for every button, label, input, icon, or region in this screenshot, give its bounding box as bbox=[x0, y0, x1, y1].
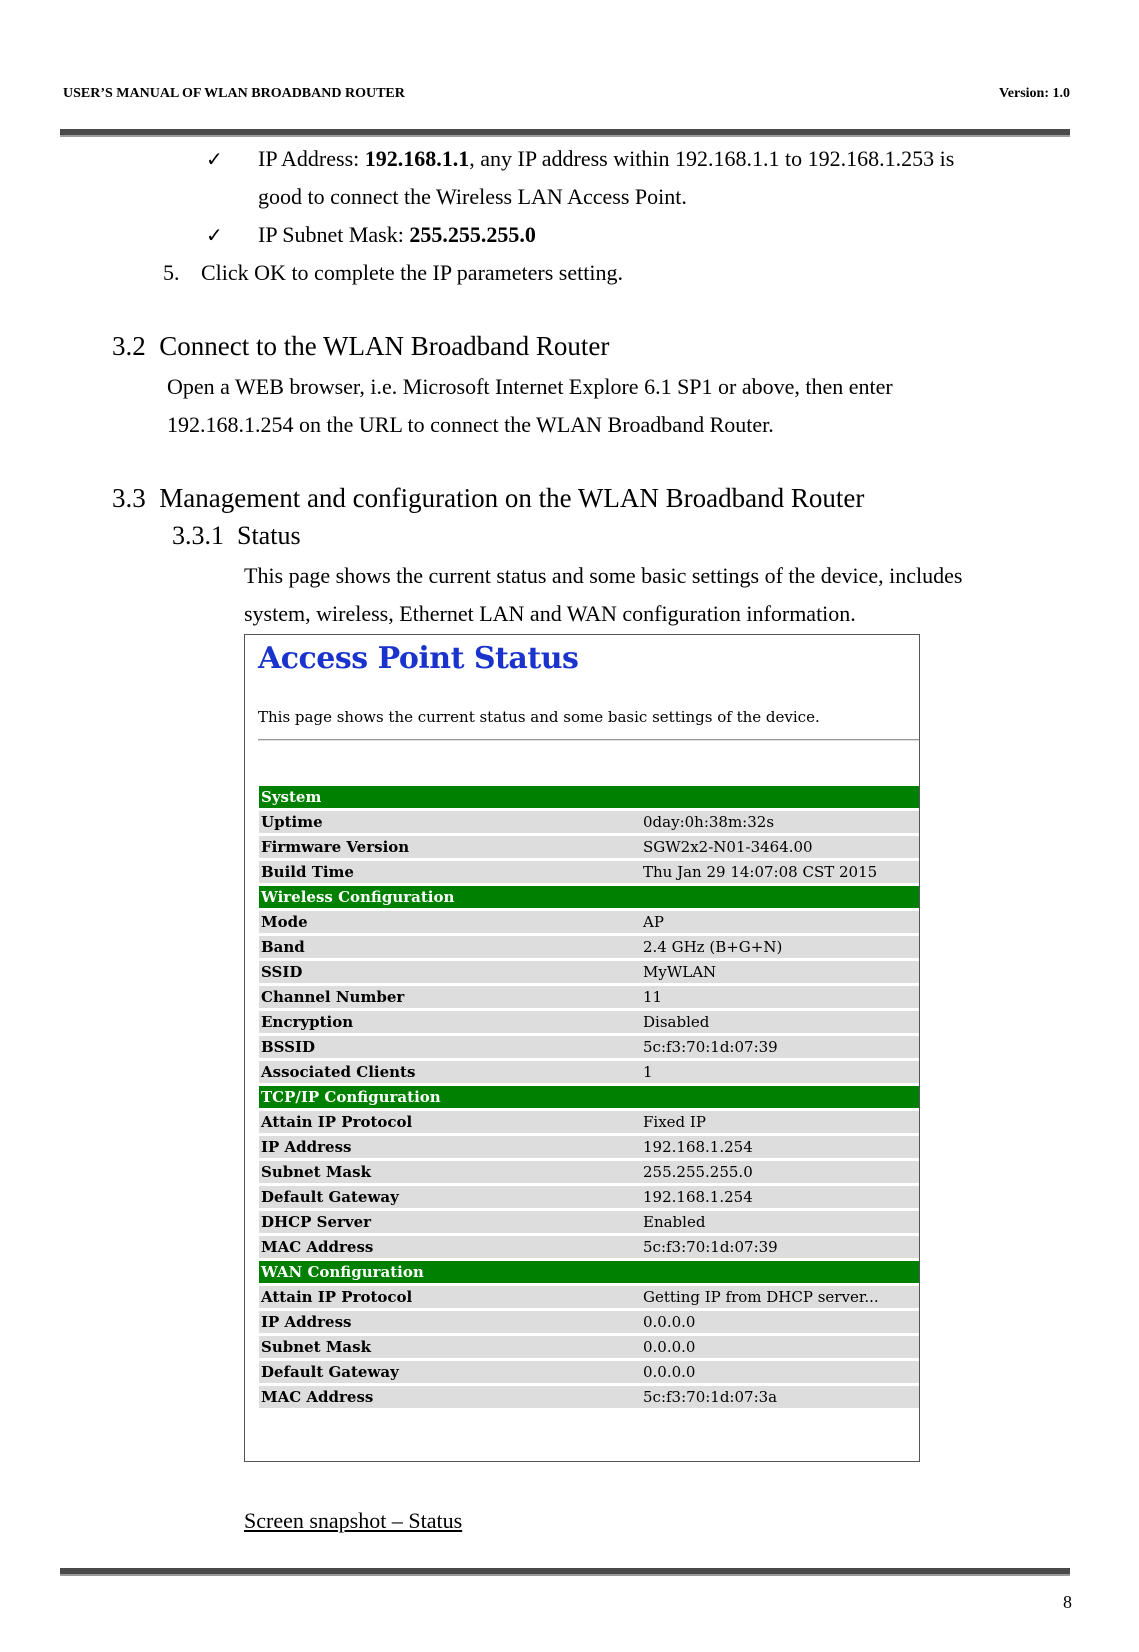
table-row bbox=[259, 986, 919, 1008]
row-value: 5c:f3:70:1d:07:39 bbox=[641, 1236, 919, 1258]
table-row bbox=[259, 1311, 919, 1333]
row-label: MAC Address bbox=[259, 1236, 641, 1258]
row-value: 0.0.0.0 bbox=[641, 1336, 919, 1358]
table-row bbox=[259, 1061, 919, 1083]
section-header-row bbox=[259, 1086, 919, 1108]
section-3-2-line1: Open a WEB browser, i.e. Microsoft Internet Explore 6.1 SP1 or above, then enter bbox=[167, 374, 893, 399]
row-label: DHCP Server bbox=[259, 1211, 641, 1233]
row-value: Enabled bbox=[641, 1211, 919, 1233]
subnet-mask-bullet bbox=[258, 216, 536, 254]
row-label: MAC Address bbox=[259, 1386, 641, 1408]
header-rule bbox=[60, 129, 1070, 137]
row-value: MyWLAN bbox=[641, 961, 919, 983]
screenshot-title: Access Point Status bbox=[258, 641, 579, 676]
manual-title: USER’S MANUAL OF WLAN BROADBAND ROUTER bbox=[63, 86, 405, 101]
bullet-bold: 192.168.1.1 bbox=[364, 146, 470, 171]
table-row bbox=[259, 1011, 919, 1033]
bullet-prefix: IP Address: bbox=[258, 146, 365, 171]
row-value: 192.168.1.254 bbox=[641, 1186, 919, 1208]
row-label: Default Gateway bbox=[259, 1361, 641, 1383]
row-value: Disabled bbox=[641, 1011, 919, 1033]
row-value: Getting IP from DHCP server... bbox=[641, 1286, 919, 1308]
row-label: BSSID bbox=[259, 1036, 641, 1058]
table-row bbox=[259, 1036, 919, 1058]
subsection-heading-3-3-1: 3.3.1 Status bbox=[172, 521, 301, 550]
section-3-3-line2: system, wireless, Ethernet LAN and WAN configuration information. bbox=[244, 601, 856, 626]
row-label: Associated Clients bbox=[259, 1061, 641, 1083]
table-row bbox=[259, 1136, 919, 1158]
table-row bbox=[259, 1236, 919, 1258]
row-value: 11 bbox=[641, 986, 919, 1008]
footer-rule bbox=[60, 1568, 1070, 1576]
status-screenshot bbox=[244, 634, 920, 1462]
version-label: Version: 1.0 bbox=[998, 86, 1070, 101]
row-label: IP Address bbox=[259, 1136, 641, 1158]
section-3-2-line2: 192.168.1.254 on the URL to connect the WLAN Broadband Router. bbox=[167, 412, 774, 437]
table-row bbox=[259, 836, 919, 858]
checkmark-icon: ✓ bbox=[206, 149, 223, 171]
screenshot-divider bbox=[258, 739, 919, 741]
section-heading-3-2: 3.2 Connect to the WLAN Broadband Router bbox=[112, 331, 610, 361]
row-label: Attain IP Protocol bbox=[259, 1286, 641, 1308]
checkmark-icon: ✓ bbox=[206, 225, 223, 247]
row-value: 255.255.255.0 bbox=[641, 1161, 919, 1183]
section-header: System bbox=[259, 786, 919, 808]
table-row bbox=[259, 811, 919, 833]
section-3-3-line1: This page shows the current status and some basic settings of the device, includes bbox=[244, 563, 963, 588]
table-row bbox=[259, 1111, 919, 1133]
section-header-row bbox=[259, 1261, 919, 1283]
page-number: 8 bbox=[1063, 1592, 1072, 1612]
row-value: 0.0.0.0 bbox=[641, 1361, 919, 1383]
table-row bbox=[259, 936, 919, 958]
row-label: Attain IP Protocol bbox=[259, 1111, 641, 1133]
row-label: Channel Number bbox=[259, 986, 641, 1008]
row-label: Mode bbox=[259, 911, 641, 933]
row-label: IP Address bbox=[259, 1311, 641, 1333]
bullet-prefix: IP Subnet Mask: bbox=[258, 222, 410, 247]
row-value: 5c:f3:70:1d:07:3a bbox=[641, 1386, 919, 1408]
ip-address-bullet bbox=[258, 140, 954, 178]
row-value: 5c:f3:70:1d:07:39 bbox=[641, 1036, 919, 1058]
table-row bbox=[259, 1336, 919, 1358]
row-value: 192.168.1.254 bbox=[641, 1136, 919, 1158]
table-row bbox=[259, 961, 919, 983]
row-label: Encryption bbox=[259, 1011, 641, 1033]
row-label: Firmware Version bbox=[259, 836, 641, 858]
row-value: 0.0.0.0 bbox=[641, 1311, 919, 1333]
row-value: Fixed IP bbox=[641, 1111, 919, 1133]
table-row bbox=[259, 861, 919, 883]
row-label: Uptime bbox=[259, 811, 641, 833]
row-label: Default Gateway bbox=[259, 1186, 641, 1208]
table-row bbox=[259, 1211, 919, 1233]
row-label: Subnet Mask bbox=[259, 1336, 641, 1358]
row-label: Build Time bbox=[259, 861, 641, 883]
row-value: 1 bbox=[641, 1061, 919, 1083]
row-value: 0day:0h:38m:32s bbox=[641, 811, 919, 833]
row-value: 2.4 GHz (B+G+N) bbox=[641, 936, 919, 958]
section-header-row bbox=[259, 786, 919, 808]
screenshot-description: This page shows the current status and some basic settings of the device. bbox=[258, 708, 820, 726]
step-text: Click OK to complete the IP parameters setting. bbox=[201, 260, 623, 285]
row-label: SSID bbox=[259, 961, 641, 983]
section-header: TCP/IP Configuration bbox=[259, 1086, 919, 1108]
table-row bbox=[259, 1186, 919, 1208]
table-row bbox=[259, 911, 919, 933]
section-header-row bbox=[259, 886, 919, 908]
table-row bbox=[259, 1286, 919, 1308]
row-value: Thu Jan 29 14:07:08 CST 2015 bbox=[641, 861, 919, 883]
row-value: SGW2x2-N01-3464.00 bbox=[641, 836, 919, 858]
table-row bbox=[259, 1386, 919, 1408]
bullet-bold: 255.255.255.0 bbox=[409, 222, 536, 247]
table-row bbox=[259, 1161, 919, 1183]
row-value: AP bbox=[641, 911, 919, 933]
row-label: Band bbox=[259, 936, 641, 958]
section-heading-3-3: 3.3 Management and configuration on the WLAN Broadband Router bbox=[112, 483, 865, 513]
section-header: Wireless Configuration bbox=[259, 886, 919, 908]
bullet-suffix: , any IP address within 192.168.1.1 to 192.168.1.253 is bbox=[469, 146, 955, 171]
ip-address-bullet-cont: good to connect the Wireless LAN Access Point. bbox=[258, 184, 687, 209]
step-number: 5. bbox=[163, 260, 180, 285]
row-label: Subnet Mask bbox=[259, 1161, 641, 1183]
section-header: WAN Configuration bbox=[259, 1261, 919, 1283]
table-row bbox=[259, 1361, 919, 1383]
status-table bbox=[259, 783, 919, 1411]
figure-caption: Screen snapshot – Status bbox=[244, 1508, 463, 1533]
